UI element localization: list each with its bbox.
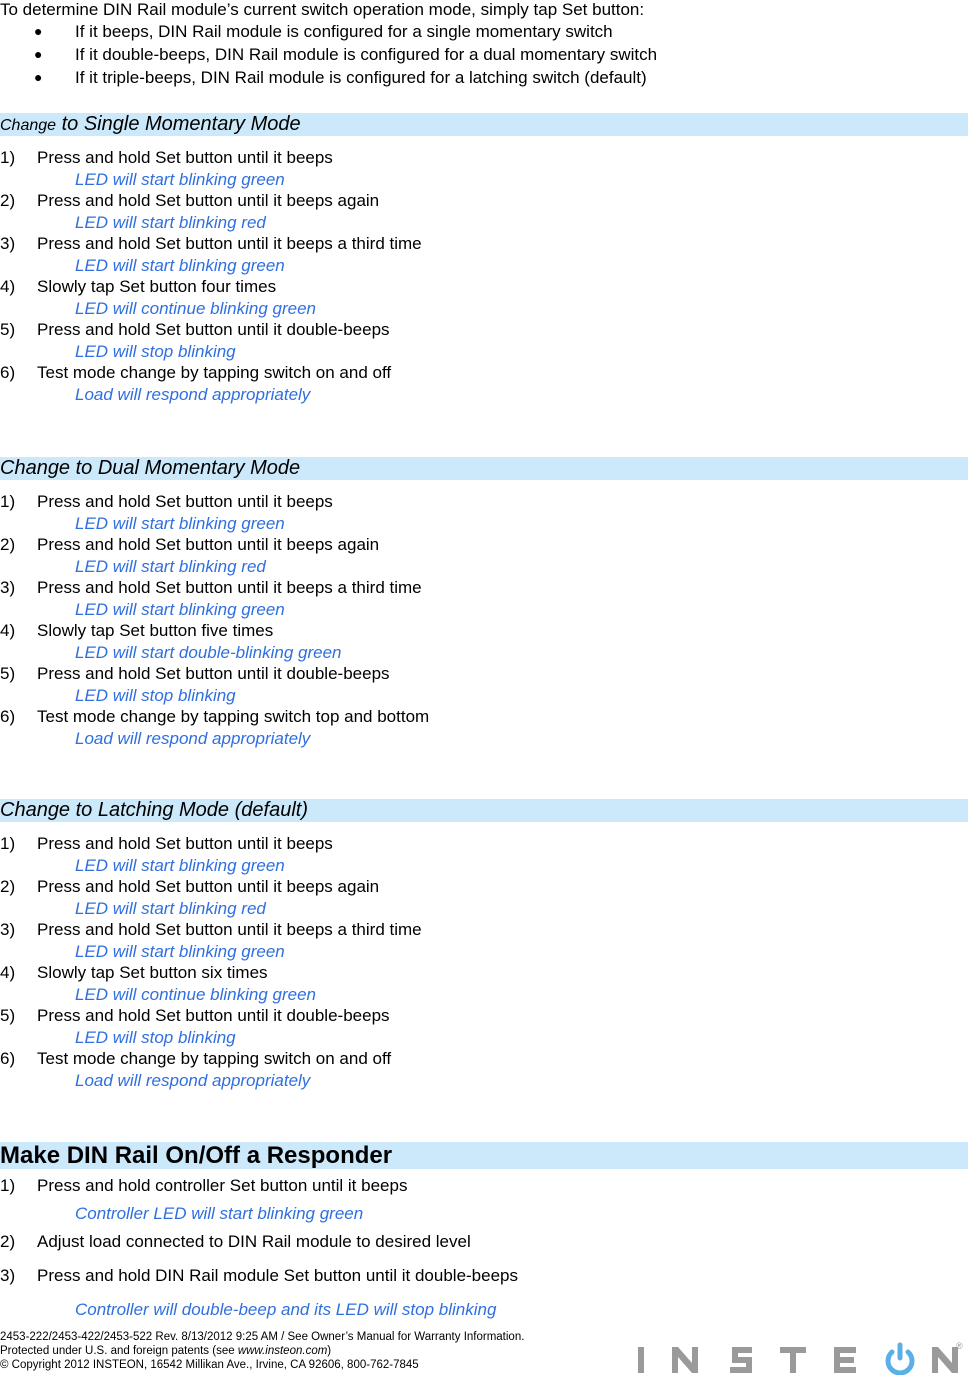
step-number: 4) <box>0 277 16 296</box>
step-text: Test mode change by tapping switch on and off <box>37 1049 392 1068</box>
section-heading: Change to Latching Mode (default) <box>0 799 968 822</box>
registered-mark: ® <box>956 1341 963 1351</box>
step-note: LED will start blinking green <box>75 600 285 619</box>
step-text: Press and hold Set button until it beeps again <box>37 191 380 210</box>
website-link[interactable]: www.insteon.com <box>237 1345 328 1357</box>
step-note: LED will start blinking red <box>75 557 266 576</box>
section-latching <box>0 799 968 1090</box>
step-number: 6) <box>0 707 16 726</box>
section-heading: Change to Single Momentary Mode <box>0 113 968 136</box>
step-number: 2) <box>0 191 16 210</box>
step-text: Press and hold DIN Rail module Set button until it double-beeps <box>37 1266 519 1285</box>
step-number: 3) <box>0 234 16 253</box>
step-number: 5) <box>0 1006 16 1025</box>
insteon-logo <box>634 1341 964 1375</box>
section-single-momentary <box>0 113 968 404</box>
footer <box>0 1330 524 1372</box>
step-text: Adjust load connected to DIN Rail module to desired level <box>37 1232 471 1251</box>
step-number: 2) <box>0 535 16 554</box>
step-number: 2) <box>0 877 16 896</box>
step-note: Controller will double-beep and its LED will stop blinking <box>75 1300 497 1319</box>
bullet-icon: ● <box>34 69 43 85</box>
footer-patents: Protected under U.S. and foreign patents (see www.insteon.com) <box>0 1345 332 1357</box>
step-text: Press and hold controller Set button until it beeps <box>37 1176 408 1195</box>
step-text: Press and hold Set button until it beeps <box>37 148 333 167</box>
step-text: Press and hold Set button until it beeps a third time <box>37 920 422 939</box>
step-note: Controller LED will start blinking green <box>75 1204 364 1223</box>
step-note: LED will continue blinking green <box>75 299 316 318</box>
step-number: 6) <box>0 1049 16 1068</box>
step-text: Press and hold Set button until it double-beeps <box>37 320 390 339</box>
step-note: Load will respond appropriately <box>75 729 311 748</box>
step-text: Press and hold Set button until it beeps <box>37 834 333 853</box>
step-text: Press and hold Set button until it beeps <box>37 492 333 511</box>
step-number: 3) <box>0 1266 16 1285</box>
step-text: Press and hold Set button until it beeps again <box>37 535 380 554</box>
step-number: 1) <box>0 834 16 853</box>
step-text: Test mode change by tapping switch on and off <box>37 363 392 382</box>
step-number: 2) <box>0 1232 16 1251</box>
step-note: LED will continue blinking green <box>75 985 316 1004</box>
step-number: 3) <box>0 578 16 597</box>
step-note: LED will stop blinking <box>75 342 236 361</box>
bullet-icon: ● <box>34 46 43 62</box>
power-icon <box>888 1345 912 1373</box>
step-number: 5) <box>0 320 16 339</box>
footer-copyright: © Copyright 2012 INSTEON, 16542 Millikan Ave., Irvine, CA 92606, 800-762-7845 <box>0 1359 419 1371</box>
step-note: Load will respond appropriately <box>75 385 311 404</box>
step-text: Test mode change by tapping switch top and bottom <box>37 707 430 726</box>
step-number: 4) <box>0 963 16 982</box>
step-note: LED will start blinking green <box>75 514 285 533</box>
step-number: 4) <box>0 621 16 640</box>
step-note: LED will start blinking red <box>75 899 266 918</box>
step-text: Slowly tap Set button six times <box>37 963 268 982</box>
bullet-icon: ● <box>34 23 43 39</box>
step-number: 1) <box>0 148 16 167</box>
step-note: LED will stop blinking <box>75 686 236 705</box>
step-number: 1) <box>0 492 16 511</box>
step-note: LED will start blinking green <box>75 942 285 961</box>
section-heading: Change to Dual Momentary Mode <box>0 457 968 480</box>
step-number: 3) <box>0 920 16 939</box>
step-note: LED will stop blinking <box>75 1028 236 1047</box>
section-responder <box>0 1142 968 1319</box>
step-number: 1) <box>0 1176 16 1195</box>
intro-text: To determine DIN Rail module’s current switch operation mode, simply tap Set button: <box>0 0 645 19</box>
step-number: 6) <box>0 363 16 382</box>
step-text: Slowly tap Set button four times <box>37 277 277 296</box>
step-note: LED will start blinking green <box>75 256 285 275</box>
step-note: LED will start blinking green <box>75 170 285 189</box>
footer-revision: 2453-222/2453-422/2453-522 Rev. 8/13/2012 9:25 AM / See Owner’s Manual for Warranty Information. <box>0 1331 525 1343</box>
section-heading: Make DIN Rail On/Off a Responder <box>0 1142 968 1169</box>
step-text: Slowly tap Set button five times <box>37 621 274 640</box>
step-text: Press and hold Set button until it beeps a third time <box>37 578 422 597</box>
step-note: Load will respond appropriately <box>75 1071 311 1090</box>
step-text: Press and hold Set button until it beeps again <box>37 877 380 896</box>
step-note: LED will start blinking green <box>75 856 285 875</box>
step-note: LED will start blinking red <box>75 213 266 232</box>
step-text: Press and hold Set button until it beeps a third time <box>37 234 422 253</box>
step-note: LED will start double-blinking green <box>75 643 342 662</box>
section-dual-momentary <box>0 457 968 748</box>
step-text: Press and hold Set button until it double-beeps <box>37 1006 390 1025</box>
step-text: Press and hold Set button until it double-beeps <box>37 664 390 683</box>
step-number: 5) <box>0 664 16 683</box>
